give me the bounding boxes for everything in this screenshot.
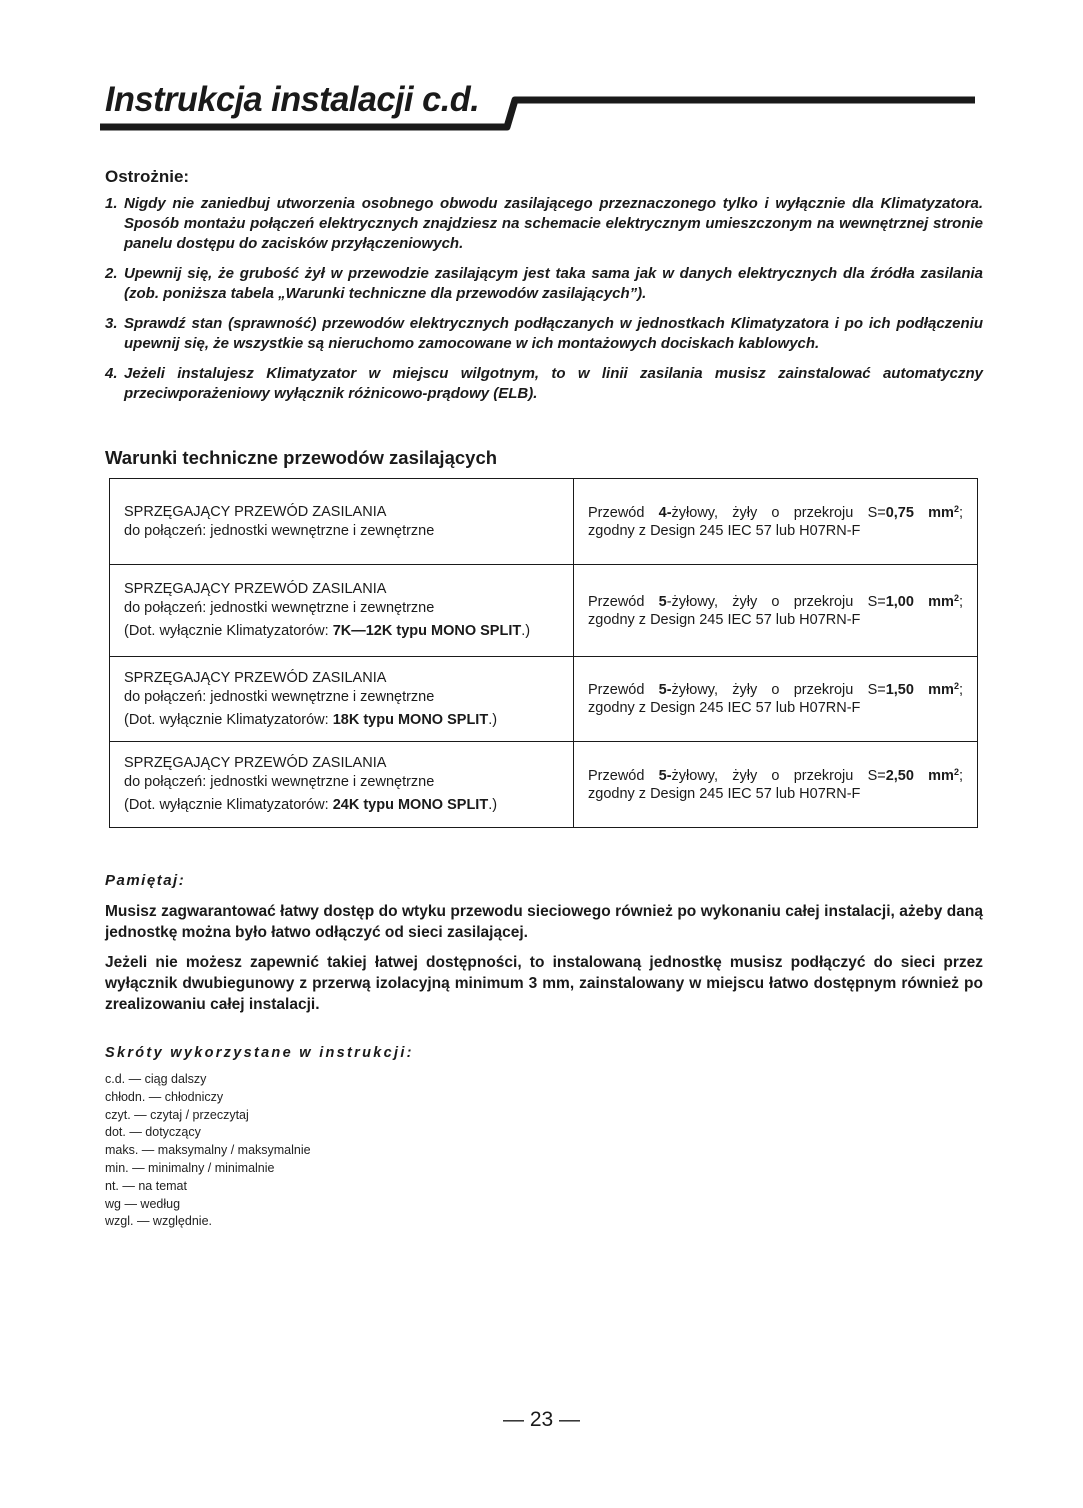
table-row bbox=[110, 565, 978, 657]
caution-item bbox=[105, 314, 983, 354]
note-prefix: (Dot. wyłącznie Klimatyzatorów: bbox=[124, 797, 333, 813]
caution-item bbox=[105, 364, 983, 404]
note-suffix: .) bbox=[488, 711, 498, 728]
caution-item-text: Sprawdź stan (sprawność) przewodów elektrycznych podłączanych w jednostkach Klimatyzatora i po ich podłączeniu upewnij się, że wszystkie są nieruchomo zamocowane w ich montażowych dociskach kablowych. bbox=[124, 315, 983, 352]
wire-spec-table bbox=[109, 478, 978, 828]
abbreviation-item: dot. — dotyczący bbox=[105, 1125, 201, 1140]
wire-standard: zgodny z Design 245 IEC 57 lub H07RN-F bbox=[588, 785, 861, 802]
spec-mid: żyłowy, żyły o przekroju S= bbox=[671, 767, 886, 784]
table-row bbox=[110, 479, 978, 565]
table-row bbox=[110, 742, 978, 828]
wire-spec-cell bbox=[574, 657, 978, 742]
spec-end: ; bbox=[958, 767, 963, 784]
spec-prefix: Przewód bbox=[588, 767, 659, 784]
caution-item bbox=[105, 194, 983, 254]
spec-superscript: 2 bbox=[953, 766, 959, 777]
abbreviation-item: maks. — maksymalny / maksymalnie bbox=[105, 1143, 311, 1158]
spec-superscript: 2 bbox=[953, 681, 959, 691]
wire-type-subtitle: do połączeń: jednostki wewnętrzne i zewnętrzne bbox=[124, 600, 435, 616]
spec-superscript: 2 bbox=[953, 592, 959, 603]
wire-type-title: SPRZĘGAJĄCY PRZEWÓD ZASILANIA bbox=[124, 581, 387, 597]
wire-standard: zgodny z Design 245 IEC 57 lub H07RN-F bbox=[588, 611, 861, 628]
wire-type-subtitle: do połączeń: jednostki wewnętrzne i zewnętrzne bbox=[124, 688, 435, 705]
spec-cores: 5- bbox=[658, 767, 672, 784]
note-suffix: .) bbox=[521, 623, 531, 639]
wire-standard: zgodny z Design 245 IEC 57 lub H07RN-F bbox=[588, 522, 861, 539]
caution-item-text: Nigdy nie zaniedbuj utworzenia osobnego obwodu zasilającego przeznaczonego tylko i wyłącznie dla Klimatyzatora. Sposób montażu połączeń elektrycznych znajdziesz na schemacie elektrycznym umieszczonym na wewnętrznej stronie panelu dostępu do zacisków przyłączeniowych. bbox=[124, 195, 983, 252]
note-prefix: (Dot. wyłącznie Klimatyzatorów: bbox=[124, 623, 333, 639]
wire-type-note bbox=[124, 621, 559, 641]
wire-type-cell bbox=[110, 742, 574, 828]
wire-spec-line bbox=[588, 593, 963, 611]
title-underline-rule bbox=[0, 0, 1083, 150]
note-model: 18K typu MONO SPLIT bbox=[332, 711, 489, 728]
wire-table-heading: Warunki techniczne przewodów zasilających bbox=[105, 447, 498, 468]
spec-mid: żyłowy, żyły o przekroju S= bbox=[671, 682, 886, 698]
note-prefix: (Dot. wyłącznie Klimatyzatorów: bbox=[124, 711, 333, 728]
abbreviations-list bbox=[105, 1071, 311, 1231]
spec-end: ; bbox=[958, 682, 963, 698]
remember-paragraph: Jeżeli nie możesz zapewnić takiej łatwej dostępności, to instalowaną jednostkę musisz podłączyć do sieci przez wyłącznik dwubiegunowy z przerwą izolacyjną minimum 3 mm, zainstalowany w miejscu łatwo dostępnym również po zrealizowaniu całej instalacji. bbox=[105, 954, 983, 1013]
note-suffix: .) bbox=[488, 797, 498, 813]
caution-item-number: 2. bbox=[105, 265, 118, 282]
wire-type-cell bbox=[110, 565, 574, 657]
spec-cross-section: 1,00 mm bbox=[885, 593, 954, 610]
wire-type-subtitle: do połączeń: jednostki wewnętrzne i zewnętrzne bbox=[124, 522, 435, 539]
remember-heading: Pamiętaj: bbox=[105, 872, 186, 889]
wire-standard: zgodny z Design 245 IEC 57 lub H07RN-F bbox=[588, 700, 861, 716]
abbreviation-item: czyt. — czytaj / przeczytaj bbox=[105, 1107, 249, 1122]
wire-spec-cell bbox=[574, 742, 978, 828]
wire-type-subtitle: do połączeń: jednostki wewnętrzne i zewnętrzne bbox=[124, 774, 435, 790]
wire-spec-line bbox=[588, 681, 963, 699]
spec-superscript: 2 bbox=[953, 503, 959, 514]
caution-item-number: 3. bbox=[105, 315, 118, 332]
wire-spec-line bbox=[588, 504, 963, 522]
spec-prefix: Przewód bbox=[588, 504, 659, 521]
spec-cross-section: 0,75 mm bbox=[885, 504, 954, 521]
page-number: — 23 — bbox=[502, 1408, 581, 1431]
page-header bbox=[0, 0, 1083, 150]
wire-spec-cell bbox=[574, 479, 978, 565]
wire-type-note bbox=[124, 795, 559, 815]
caution-item bbox=[105, 264, 983, 304]
caution-item-number: 4. bbox=[105, 365, 118, 382]
spec-mid: -żyłowy, żyły o przekroju S= bbox=[666, 593, 886, 610]
wire-type-title: SPRZĘGAJĄCY PRZEWÓD ZASILANIA bbox=[124, 503, 387, 520]
caution-heading: Ostrożnie: bbox=[105, 167, 190, 186]
wire-spec-line bbox=[588, 767, 963, 785]
wire-type-note bbox=[124, 710, 559, 730]
caution-item-text: Upewnij się, że grubość żył w przewodzie zasilającym jest taka sama jak w danych elektrycznych dla źródła zasilania (zob. poniższa tabela „Warunki techniczne dla przewodów zasilających”). bbox=[124, 265, 983, 302]
wire-type-title: SPRZĘGAJĄCY PRZEWÓD ZASILANIA bbox=[124, 669, 387, 686]
spec-end: ; bbox=[958, 504, 963, 521]
spec-cross-section: 2,50 mm bbox=[885, 767, 954, 784]
wire-type-cell bbox=[110, 657, 574, 742]
abbreviation-item: wg — według bbox=[105, 1196, 181, 1211]
abbreviation-item: c.d. — ciąg dalszy bbox=[105, 1072, 207, 1086]
spec-prefix: Przewód bbox=[588, 593, 659, 610]
caution-item-number: 1. bbox=[105, 195, 118, 212]
abbreviation-item: chłodn. — chłodniczy bbox=[105, 1089, 224, 1104]
spec-cores: 4- bbox=[658, 504, 672, 521]
page-title: Instrukcja instalacji c.d. bbox=[105, 80, 480, 119]
wire-spec-cell bbox=[574, 565, 978, 657]
spec-end: ; bbox=[958, 593, 963, 610]
note-model: 7K—12K typu MONO SPLIT bbox=[332, 623, 522, 639]
spec-mid: żyłowy, żyły o przekroju S= bbox=[671, 504, 886, 521]
caution-item-text: Jeżeli instalujesz Klimatyzator w miejscu wilgotnym, to w linii zasilania musisz zainstalować automatyczny przeciwporażeniowy wyłącznik różnicowo-prądowy (ELB). bbox=[124, 365, 983, 402]
spec-cross-section: 1,50 mm bbox=[885, 682, 954, 698]
wire-type-cell bbox=[110, 479, 574, 565]
abbreviation-item: nt. — na temat bbox=[105, 1178, 187, 1193]
spec-cores: 5 bbox=[658, 593, 667, 610]
remember-paragraph: Musisz zagwarantować łatwy dostęp do wtyku przewodu sieciowego również po wykonaniu całej instalacji, ażeby daną jednostkę można było łatwo odłączyć od sieci zasilającej. bbox=[105, 903, 983, 941]
abbreviation-item: min. — minimalny / minimalnie bbox=[105, 1160, 275, 1175]
spec-prefix: Przewód bbox=[588, 682, 659, 698]
wire-type-title: SPRZĘGAJĄCY PRZEWÓD ZASILANIA bbox=[124, 755, 387, 771]
table-row bbox=[110, 657, 978, 742]
note-model: 24K typu MONO SPLIT bbox=[332, 797, 489, 813]
abbreviation-item: wzgl. — względnie. bbox=[105, 1214, 212, 1229]
abbreviations-heading: Skróty wykorzystane w instrukcji: bbox=[105, 1045, 414, 1061]
spec-cores: 5- bbox=[658, 682, 672, 698]
caution-list bbox=[105, 194, 983, 414]
